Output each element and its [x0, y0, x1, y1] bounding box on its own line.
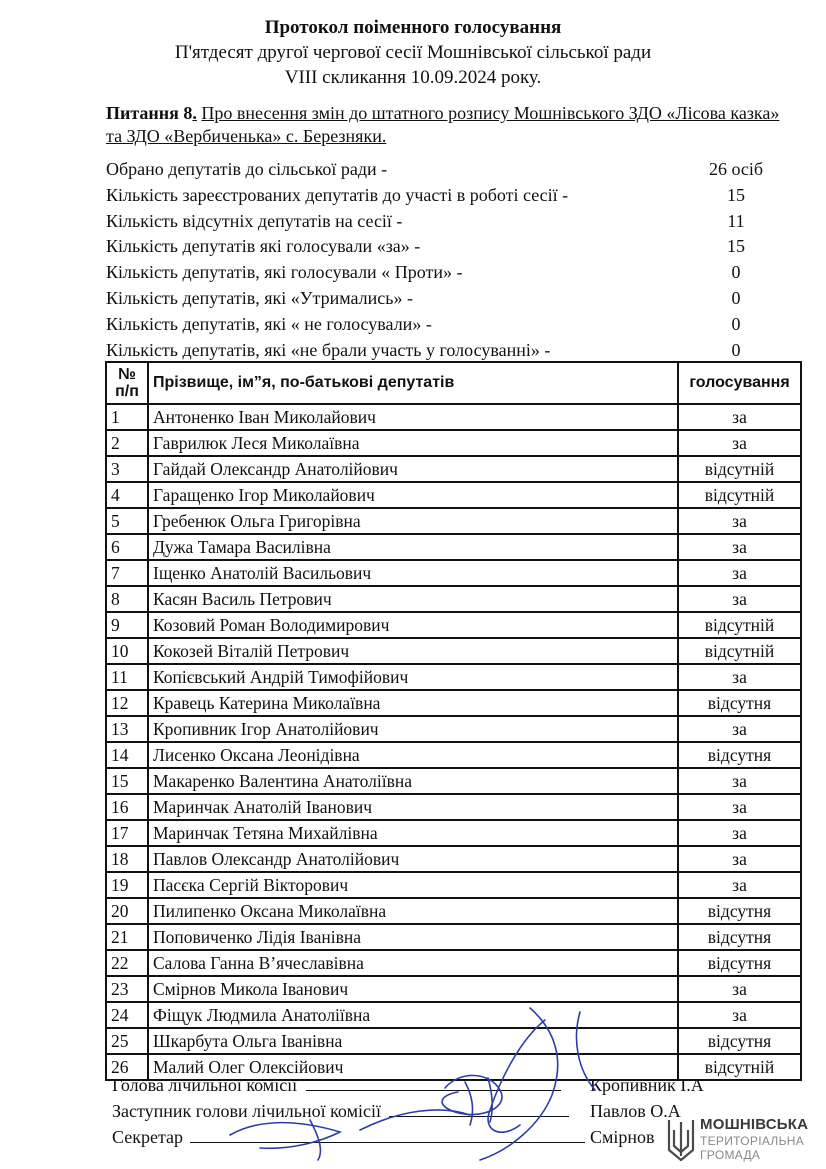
- header-number-line2: п/п: [115, 383, 139, 400]
- table-row: [106, 586, 801, 612]
- vote-value: за: [678, 508, 801, 534]
- row-number: 12: [106, 690, 148, 716]
- stat-label: Кількість зареєстрованих депутатів до участі в роботі сесії -: [106, 184, 569, 205]
- row-number: 18: [106, 846, 148, 872]
- roll-call-table: [105, 361, 802, 1081]
- row-number: 17: [106, 820, 148, 846]
- stat-value: 26 осіб: [708, 159, 764, 179]
- doc-title: Протокол поіменного голосування: [264, 17, 562, 38]
- header-number-line1: №: [118, 366, 136, 383]
- row-number: 15: [106, 768, 148, 794]
- deputy-name: Павлов О.А: [590, 1101, 681, 1121]
- vote-value: за: [678, 768, 801, 794]
- row-number: 16: [106, 794, 148, 820]
- vote-value: відсутня: [678, 950, 801, 976]
- stat-label: Кількість депутатів, які «не брали участь у голосуванні» -: [106, 339, 551, 360]
- secretary-name: Смірнов: [590, 1127, 655, 1147]
- row-number: 2: [106, 430, 148, 456]
- table-row: [106, 846, 801, 872]
- deputy-name: Кравець Катерина Миколаївна: [148, 690, 678, 716]
- chair-name: Кропивник І.А: [590, 1075, 704, 1095]
- row-number: 7: [106, 560, 148, 586]
- deputy-name: Пасєка Сергій Вікторович: [148, 872, 678, 898]
- secretary-title: Секретар: [112, 1127, 184, 1147]
- deputy-name: Кропивник Ігор Анатолійович: [148, 716, 678, 742]
- deputy-name: Касян Василь Петрович: [148, 586, 678, 612]
- deputy-name: Гайдай Олександр Анатолійович: [148, 456, 678, 482]
- row-number: 22: [106, 950, 148, 976]
- vote-value: за: [678, 1002, 801, 1028]
- deputy-name: Копієвський Андрій Тимофійович: [148, 664, 678, 690]
- deputy-name: Гребенюк Ольга Григорівна: [148, 508, 678, 534]
- deputy-name: Гаращенко Ігор Миколайович: [148, 482, 678, 508]
- row-number: 25: [106, 1028, 148, 1054]
- chair-signature-row: [112, 1072, 732, 1098]
- logo-line-2: ТЕРИТОРІАЛЬНА: [700, 1134, 805, 1148]
- table-row: [106, 534, 801, 560]
- vote-value: за: [678, 716, 801, 742]
- stat-row: [106, 183, 786, 209]
- row-number: 14: [106, 742, 148, 768]
- deputy-sign-line: [389, 1098, 569, 1117]
- table-row: [106, 950, 801, 976]
- secretary-signature-row: [112, 1124, 732, 1150]
- stat-row: [106, 209, 786, 235]
- deputy-name: Лисенко Оксана Леонідівна: [148, 742, 678, 768]
- row-number: 20: [106, 898, 148, 924]
- stat-value: 0: [731, 313, 741, 334]
- vote-value: за: [678, 586, 801, 612]
- header-vote: голосування: [678, 362, 801, 404]
- row-number: 6: [106, 534, 148, 560]
- vote-value: за: [678, 664, 801, 690]
- table-row: [106, 404, 801, 430]
- vote-value: за: [678, 430, 801, 456]
- table-row: [106, 898, 801, 924]
- deputy-name: Антоненко Іван Миколайович: [148, 404, 678, 430]
- deputy-name: Павлов Олександр Анатолійович: [148, 846, 678, 872]
- deputy-name: Дужа Тамара Василівна: [148, 534, 678, 560]
- table-row: [106, 664, 801, 690]
- stat-value: 0: [731, 339, 741, 360]
- row-number: 1: [106, 404, 148, 430]
- table-row: [106, 1028, 801, 1054]
- vote-value: за: [678, 404, 801, 430]
- vote-value: за: [678, 872, 801, 898]
- row-number: 4: [106, 482, 148, 508]
- stat-row: [106, 260, 786, 286]
- question-text-1: Про внесення змін до штатного розпису Мошнівського ЗДО «Лісова казка»: [201, 103, 780, 123]
- row-number: 24: [106, 1002, 148, 1028]
- deputy-title: Заступник голови лічильної комісії: [112, 1101, 381, 1121]
- logo-line-1: МОШНІВСЬКА: [700, 1116, 809, 1133]
- vote-value: за: [678, 534, 801, 560]
- deputy-name: Пилипенко Оксана Миколаївна: [148, 898, 678, 924]
- deputy-name: Гаврилюк Леся Миколаївна: [148, 430, 678, 456]
- deputy-name: Малий Олег Олексійович: [148, 1054, 678, 1080]
- table-row: [106, 794, 801, 820]
- chair-sign-line: [306, 1072, 561, 1091]
- vote-value: відсутній: [678, 1054, 801, 1080]
- stat-value: 11: [727, 210, 745, 231]
- row-number: 11: [106, 664, 148, 690]
- deputy-name: Смірнов Микола Іванович: [148, 976, 678, 1002]
- stat-row: [106, 312, 786, 338]
- vote-value: за: [678, 976, 801, 1002]
- community-logo: [666, 1114, 816, 1166]
- table-row: [106, 924, 801, 950]
- row-number: 13: [106, 716, 148, 742]
- stat-label: Кількість депутатів, які «Утримались» -: [106, 287, 413, 308]
- row-number: 21: [106, 924, 148, 950]
- deputy-name: Салова Ганна В’ячеславівна: [148, 950, 678, 976]
- table-header-row: [106, 362, 801, 404]
- logo-line-3: ГРОМАДА: [700, 1148, 761, 1162]
- stat-label: Обрано депутатів до сільської ради -: [106, 159, 388, 179]
- convocation-line: VIII скликання 10.09.2024 року.: [284, 67, 542, 88]
- table-row: [106, 430, 801, 456]
- vote-value: за: [678, 794, 801, 820]
- deputy-signature-row: [112, 1098, 732, 1124]
- deputy-name: Поповиченко Лідія Іванівна: [148, 924, 678, 950]
- trident-icon: [666, 1116, 696, 1164]
- vote-value: за: [678, 560, 801, 586]
- question-text-2: та ЗДО «Вербиченька» с. Березняки.: [106, 126, 387, 146]
- deputy-name: Кокозей Віталій Петрович: [148, 638, 678, 664]
- stat-value: 0: [731, 287, 741, 308]
- session-line: П'ятдесят другої чергової сесії Мошнівської сільської ради: [174, 42, 652, 63]
- row-number: 9: [106, 612, 148, 638]
- table-row: [106, 482, 801, 508]
- vote-value: за: [678, 846, 801, 872]
- vote-value: за: [678, 820, 801, 846]
- table-row: [106, 820, 801, 846]
- table-row: [106, 638, 801, 664]
- row-number: 5: [106, 508, 148, 534]
- stat-row: [106, 157, 786, 183]
- stat-label: Кількість депутатів які голосували «за» -: [106, 236, 421, 257]
- question-label: Питання 8: [106, 103, 193, 123]
- secretary-sign-line: [190, 1124, 585, 1143]
- stat-value: 15: [727, 184, 745, 205]
- deputy-name: Фіщук Людмила Анатоліївна: [148, 1002, 678, 1028]
- row-number: 8: [106, 586, 148, 612]
- table-row: [106, 872, 801, 898]
- table-row: [106, 612, 801, 638]
- deputy-name: Макаренко Валентина Анатоліївна: [148, 768, 678, 794]
- table-row: [106, 690, 801, 716]
- table-row: [106, 976, 801, 1002]
- stat-row: [106, 286, 786, 312]
- stat-label: Кількість відсутніх депутатів на сесії -: [106, 210, 403, 231]
- signature-block: [112, 1072, 732, 1150]
- vote-value: відсутній: [678, 638, 801, 664]
- vote-value: відсутня: [678, 898, 801, 924]
- agenda-question: [106, 102, 806, 148]
- stat-row: [106, 234, 786, 260]
- stat-row: [106, 338, 786, 364]
- vote-value: відсутня: [678, 1028, 801, 1054]
- vote-value: відсутня: [678, 690, 801, 716]
- deputy-name: Маринчак Тетяна Михайлівна: [148, 820, 678, 846]
- stat-label: Кількість депутатів, які « не голосували» -: [106, 313, 432, 334]
- stat-value: 15: [727, 236, 745, 257]
- stat-value: 0: [731, 262, 741, 283]
- table-row: [106, 716, 801, 742]
- vote-statistics: [106, 157, 786, 363]
- header-name: Прізвище, ім”я, по-батькові депутатів: [148, 362, 678, 404]
- row-number: 3: [106, 456, 148, 482]
- deputy-name: Шкарбута Ольга Іванівна: [148, 1028, 678, 1054]
- vote-value: відсутня: [678, 742, 801, 768]
- table-row: [106, 456, 801, 482]
- deputy-name: Козовий Роман Володимирович: [148, 612, 678, 638]
- vote-value: відсутній: [678, 612, 801, 638]
- question-dot: .: [192, 103, 197, 123]
- table-row: [106, 768, 801, 794]
- deputy-name: Маринчак Анатолій Іванович: [148, 794, 678, 820]
- table-row: [106, 1002, 801, 1028]
- deputy-name: Іщенко Анатолій Васильович: [148, 560, 678, 586]
- vote-value: відсутня: [678, 924, 801, 950]
- stat-label: Кількість депутатів, які голосували « Проти» -: [106, 262, 463, 283]
- row-number: 23: [106, 976, 148, 1002]
- vote-value: відсутній: [678, 456, 801, 482]
- row-number: 26: [106, 1054, 148, 1080]
- row-number: 10: [106, 638, 148, 664]
- chair-title: Голова лічильної комісії: [112, 1075, 298, 1095]
- row-number: 19: [106, 872, 148, 898]
- header-number: [106, 362, 148, 404]
- vote-value: відсутній: [678, 482, 801, 508]
- table-row: [106, 508, 801, 534]
- table-row: [106, 742, 801, 768]
- table-row: [106, 560, 801, 586]
